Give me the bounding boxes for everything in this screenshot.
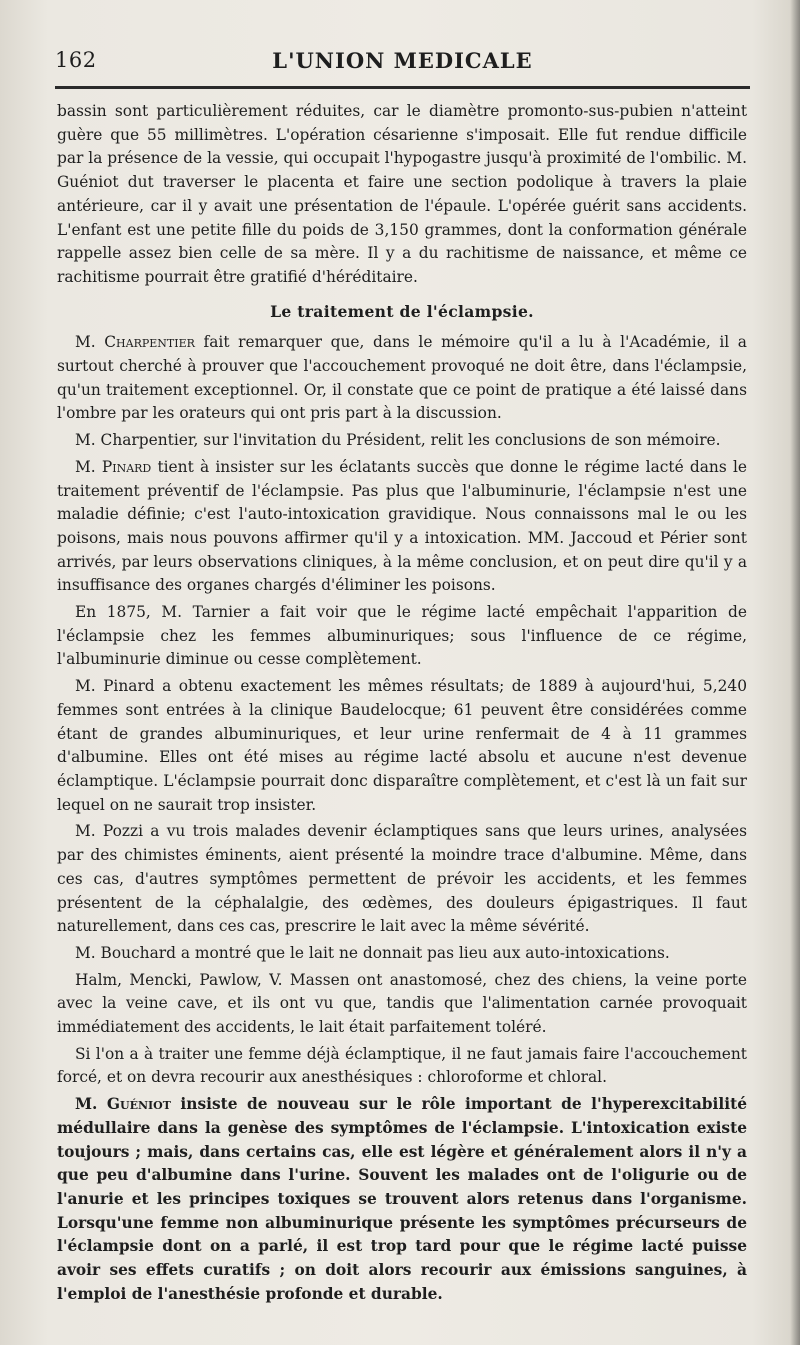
article-body — [57, 100, 747, 1309]
paragraph-pinard-results: M. Pinard a obtenu exactement les mêmes résultats; de 1889 à aujourd'hui, 5,240 femmes sont entrées à la clinique Baudelocque; 61 peuvent être considérées comme étant de grandes albuminuriques, et leur urine renfermait de 4 à 11 grammes d'albumine. Elles ont été mises au régime lacté absolu et aucune n'est devenue éclamptique. L'éclampsie pourrait donc disparaître complètement, et c'est là un fait sur lequel on ne saurait trop insister. — [57, 677, 747, 814]
speaker-name: M. Charpentier — [75, 333, 195, 352]
paragraph-text: insiste de nouveau sur le rôle important de l'hyperexcitabilité médullaire dans la genèse des symptômes de l'éclampsie. L'intoxication existe toujours ; mais, dans certains cas, elle est légère et généralement alors il n'y a que peu d'albumine dans l'urine. Souvent les malades ont de l'oligurie ou de l'anurie et les principes toxiques se trouvent alors retenus dans l'organisme. Lorsqu'une femme non albuminurique présente les symptômes précurseurs de l'éclampsie dont on a parlé, il est trop tard pour que le régime lacté puisse avoir ses effets curatifs ; on doit alors recourir aux émissions sanguines, à l'emploi de l'anesthésie profonde et durable. — [57, 1095, 747, 1303]
intro-paragraph: bassin sont particulièrement réduites, car le diamètre promonto-sus-pubien n'atteint guère que 55 millimètres. L'opération césarienne s'imposait. Elle fut rendue difficile par la présence de la vessie, qui occupait l'hypogastre jusqu'à proximité de l'ombilic. M. Guéniot dut traverser le placenta et faire une section podolique à travers la plaie antérieure, car il y avait une présentation de l'épaule. L'opérée guérit sans accidents. L'enfant est une petite fille du poids de 3,150 grammes, dont la conformation générale rappelle assez bien celle de sa mère. Il y a du rachitisme de naissance, et même ce rachitisme pourrait être gratifié d'héréditaire. — [57, 102, 747, 286]
paragraph-pinard — [57, 456, 747, 598]
page-edge-shadow — [790, 0, 800, 1345]
paragraph-gueniot — [57, 1093, 747, 1306]
paragraph-pozzi: M. Pozzi a vu trois malades devenir éclamptiques sans que leurs urines, analysées par des chimistes éminents, aient présenté la moindre trace d'albumine. Même, dans ces cas, d'autres symptômes permettent de prévoir les accidents, et les femmes présentent de la céphalalgie, des œdèmes, des douleurs épigastriques. Il faut naturellement, dans ces cas, prescrire le lait avec la même sévérité. — [57, 822, 747, 936]
section-heading: Le traitement de l'éclampsie. — [270, 301, 534, 321]
speaker-name: M. Pinard — [75, 457, 152, 476]
header-rule — [55, 86, 750, 89]
paragraph-bouchard: M. Bouchard a montré que le lait ne donnait pas lieu aux auto-intoxications. — [75, 943, 670, 962]
paragraph-anastomose: Halm, Mencki, Pawlow, V. Massen ont anastomosé, chez des chiens, la veine porte avec la veine cave, et ils ont vu que, tandis que l'alimentation carnée provoquait immédiatement des accidents, le lait était parfaitement toléré. — [57, 970, 747, 1037]
speaker-name: M. Guéniot — [75, 1095, 171, 1114]
paragraph-charpentier-conclusions: M. Charpentier, sur l'invitation du Président, relit les conclusions de son mémoire. — [75, 431, 721, 450]
paragraph-charpentier — [57, 331, 747, 426]
paragraph-eclamptique: Si l'on a à traiter une femme déjà éclamptique, il ne faut jamais faire l'accouchement forcé, et on devra recourir aux anesthésiques : chloroforme et chloral. — [57, 1044, 747, 1087]
running-header — [55, 40, 750, 78]
paragraph-text: fait remarquer que, dans le mémoire qu'il a lu à l'Académie, il a surtout cherché à prouver que l'accouchement provoqué ne doit être, dans l'éclampsie, qu'un traitement exceptionnel. Or, il constate que ce point de pratique a été laissé dans l'ombre par les orateurs qui ont pris part à la discussion. — [57, 333, 747, 423]
paragraph-tarnier: En 1875, M. Tarnier a fait voir que le régime lacté empêchait l'apparition de l'éclampsie chez les femmes albuminuriques; sous l'influence de ce régime, l'albuminurie diminue ou cesse complètement. — [57, 603, 747, 669]
paragraph-text: tient à insister sur les éclatants succès que donne le régime lacté dans le traitement préventif de l'éclampsie. Pas plus que l'albuminurie, l'éclampsie n'est une maladie définie; c'est l'auto-intoxication gravidique. Nous connaissons mal le ou les poisons, mais nous pouvons affirmer qu'il y a intoxication. MM. Jaccoud et Périer sont arrivés, par leurs observations cliniques, à la même conclusion, et on peut dire qu'il y a insuffisance des organes chargés d'éliminer les poisons. — [57, 457, 747, 595]
page-number: 162 — [55, 48, 97, 72]
journal-title: L'UNION MEDICALE — [272, 48, 533, 73]
